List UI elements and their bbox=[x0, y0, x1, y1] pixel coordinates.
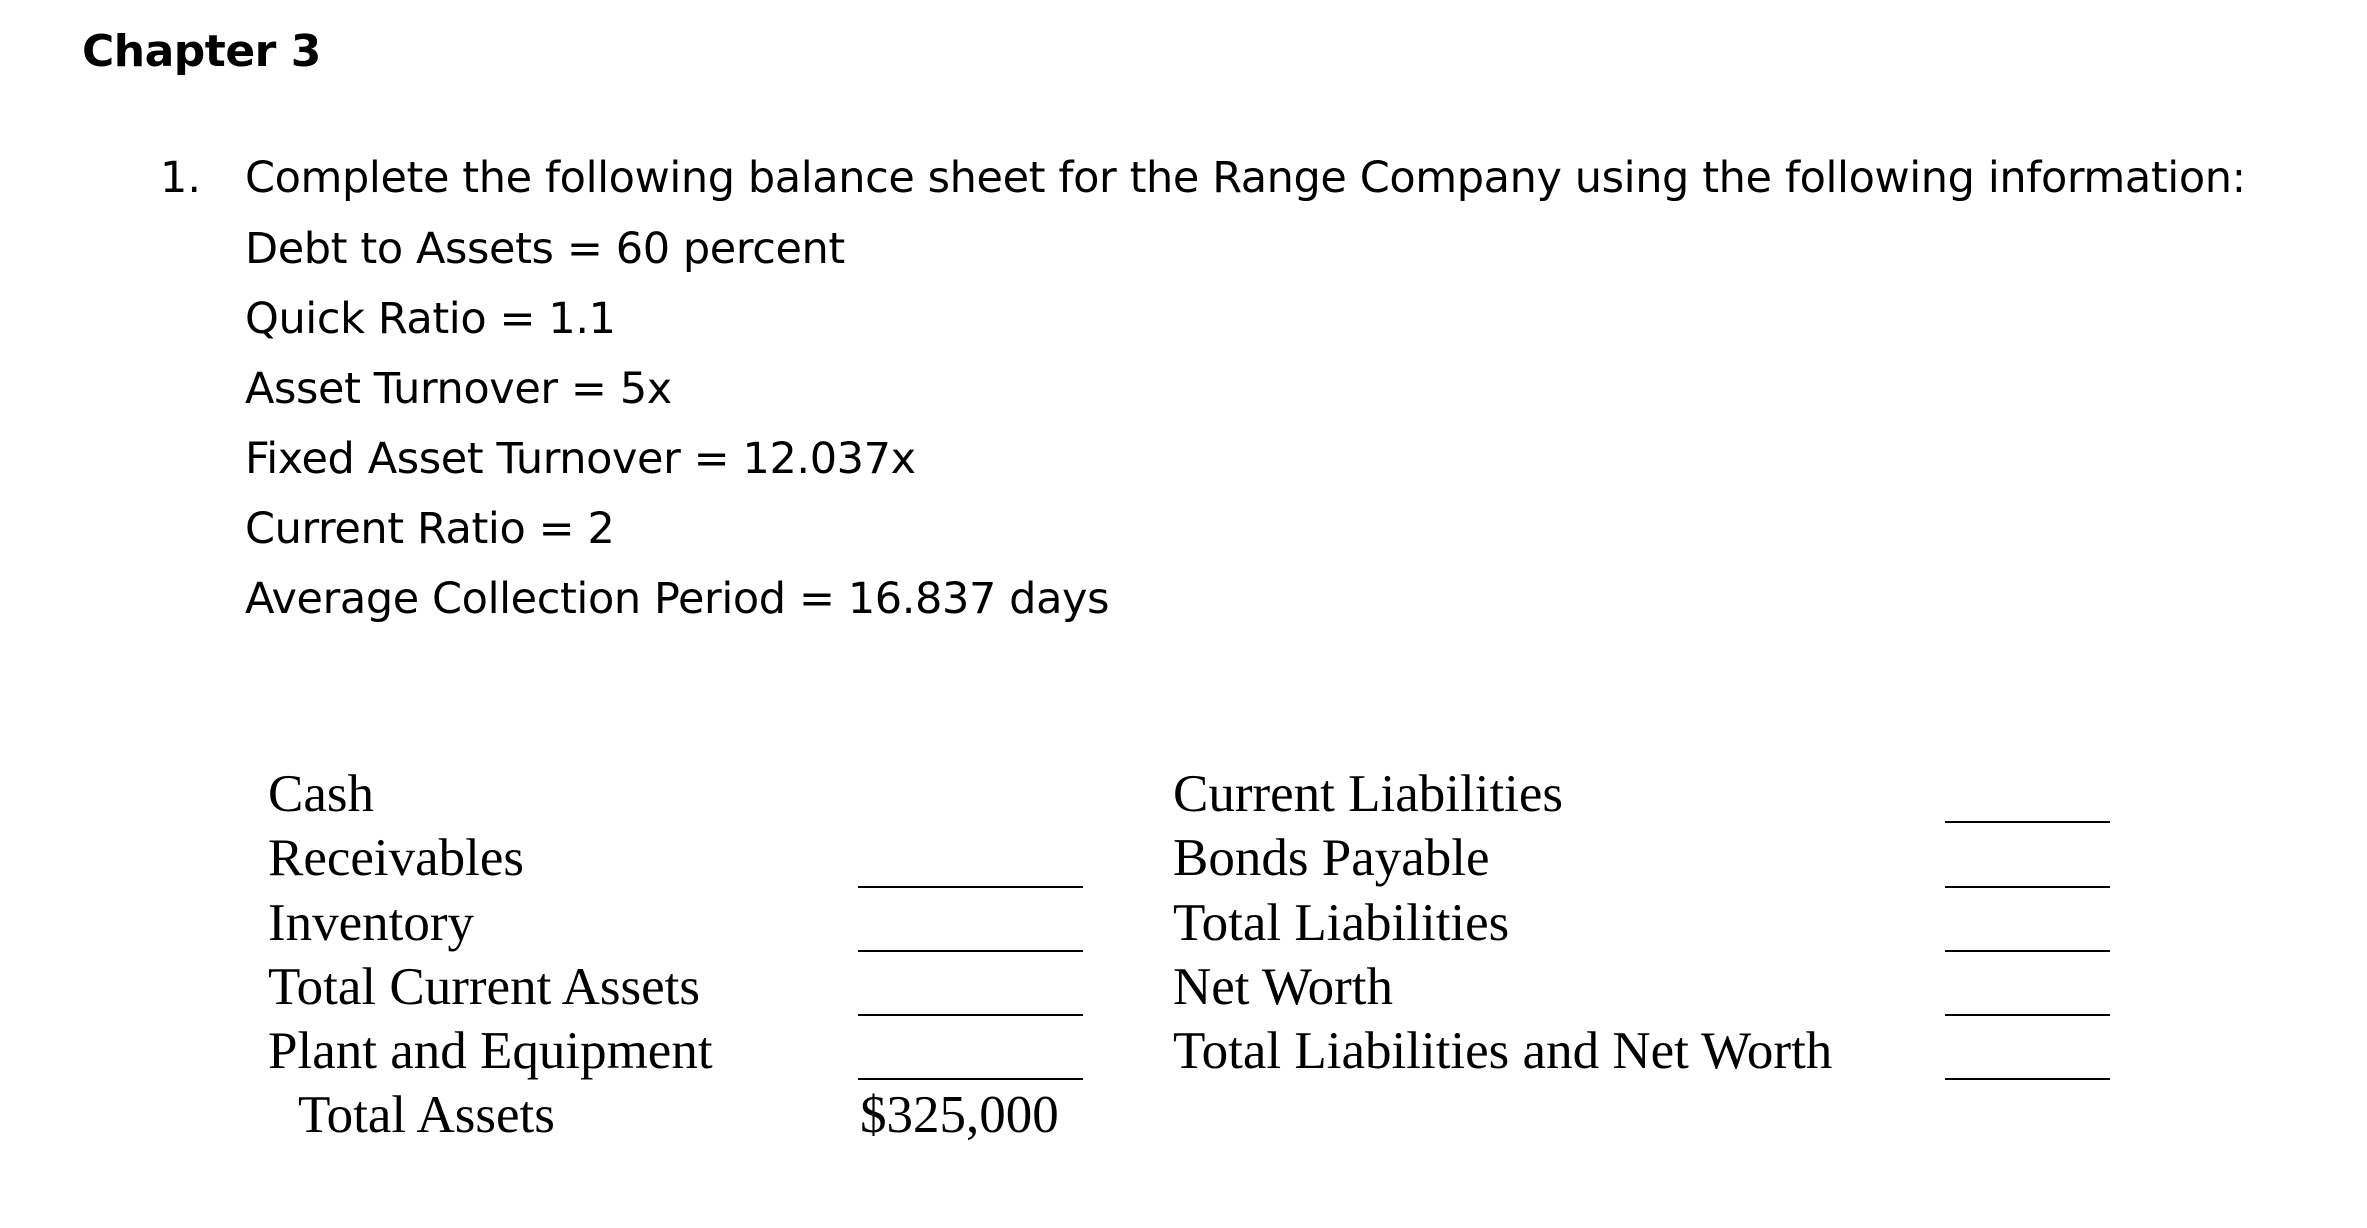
net-worth-answer-blank[interactable] bbox=[1945, 1014, 2110, 1016]
liability-label-net-worth: Net Worth bbox=[1173, 958, 1393, 1016]
liability-label-bonds-payable: Bonds Payable bbox=[1173, 829, 1490, 887]
plant-and-equipment-answer-blank[interactable] bbox=[858, 1078, 1083, 1080]
asset-label-inventory: Inventory bbox=[268, 894, 475, 952]
inventory-answer-blank[interactable] bbox=[858, 950, 1083, 952]
question-number: 1. bbox=[160, 153, 202, 203]
liability-label-total-liabilities-and-net-worth: Total Liabilities and Net Worth bbox=[1173, 1022, 1833, 1080]
asset-label-plant-and-equipment: Plant and Equipment bbox=[268, 1022, 713, 1080]
asset-label-total-current-assets: Total Current Assets bbox=[268, 958, 701, 1016]
asset-label-cash: Cash bbox=[268, 765, 374, 823]
asset-label-total-assets: Total Assets bbox=[298, 1086, 555, 1144]
total-liabilities-answer-blank[interactable] bbox=[1945, 950, 2110, 952]
info-average-collection-period: Average Collection Period = 16.837 days bbox=[245, 574, 1110, 624]
info-asset-turnover: Asset Turnover = 5x bbox=[245, 364, 672, 414]
chapter-title: Chapter 3 bbox=[82, 26, 321, 77]
receivables-answer-blank[interactable] bbox=[858, 886, 1083, 888]
bonds-payable-answer-blank[interactable] bbox=[1945, 886, 2110, 888]
info-fixed-asset-turnover: Fixed Asset Turnover = 12.037x bbox=[245, 434, 916, 484]
info-quick-ratio: Quick Ratio = 1.1 bbox=[245, 294, 616, 344]
liability-label-total-liabilities: Total Liabilities bbox=[1173, 894, 1510, 952]
liability-label-current-liabilities: Current Liabilities bbox=[1173, 765, 1564, 823]
question-prompt: Complete the following balance sheet for the Range Company using the following information: bbox=[245, 153, 2246, 203]
current-liabilities-answer-blank[interactable] bbox=[1945, 821, 2110, 823]
asset-label-receivables: Receivables bbox=[268, 829, 525, 887]
info-debt-to-assets: Debt to Assets = 60 percent bbox=[245, 224, 845, 274]
info-current-ratio: Current Ratio = 2 bbox=[245, 504, 615, 554]
total-current-assets-answer-blank[interactable] bbox=[858, 1014, 1083, 1016]
total-liabilities-and-net-worth-answer-blank[interactable] bbox=[1945, 1078, 2110, 1080]
total-assets-value: $325,000 bbox=[860, 1086, 1059, 1144]
